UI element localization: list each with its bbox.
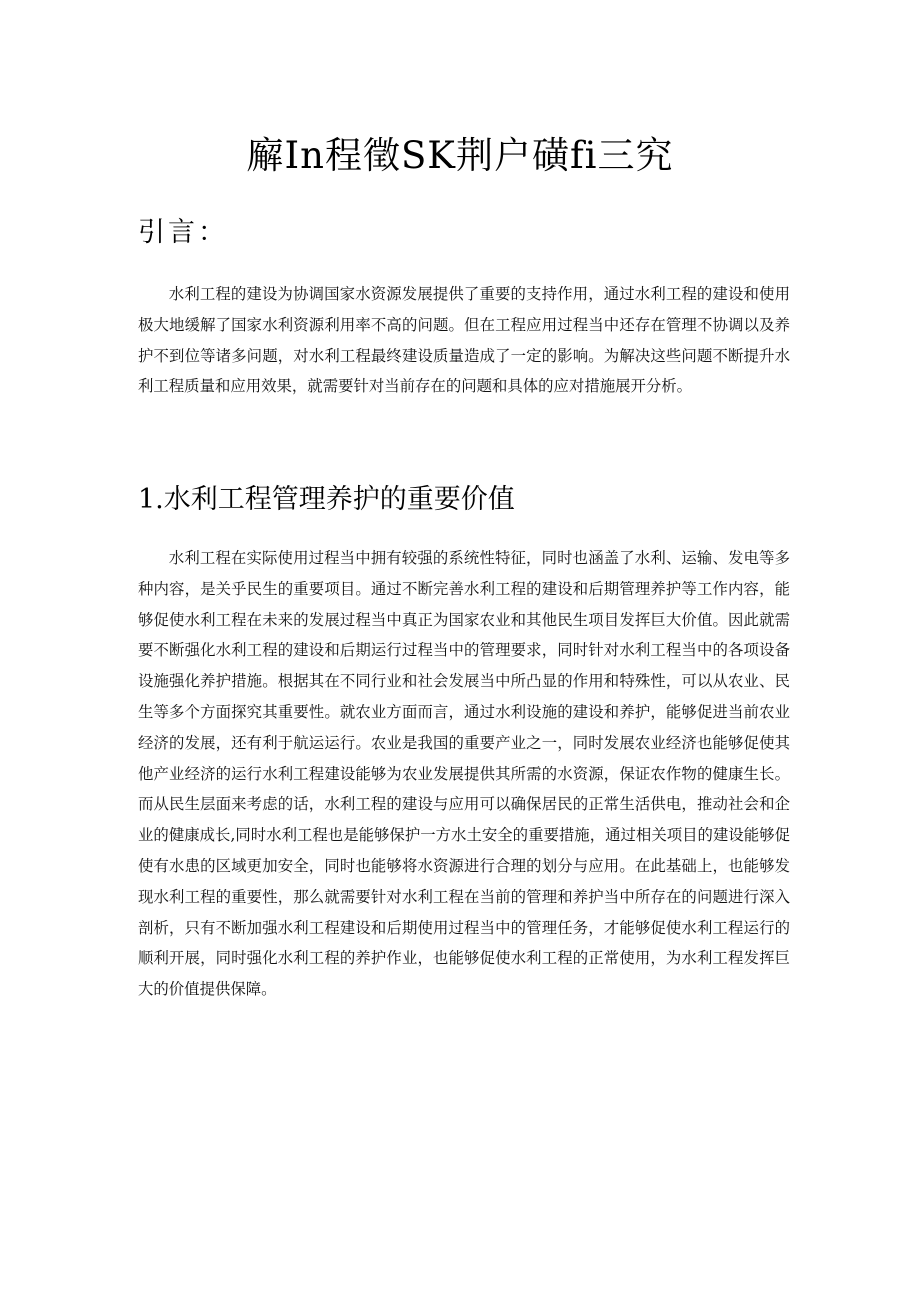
section-1-heading: 1.水利工程管理养护的重要价值 [138,484,515,515]
intro-paragraph: 水利工程的建设为协调国家水资源发展提供了重要的支持作用，通过水利工程的建设和使用极大地缓解了国家水利资源利用率不高的问题。但在工程应用过程当中还存在管理不协调以及养护不到位等诸多问题，对水利工程最终建设质量造成了一定的影响。为解决这些问题不断提升水利工程质量和应用效果，就需要针对当前存在的问题和具体的应对措施展开分析。 [138,285,790,396]
section-1-paragraph: 水利工程在实际使用过程当中拥有较强的系统性特征，同时也涵盖了水利、运输、发电等多种内容，是关乎民生的重要项目。通过不断完善水利工程的建设和后期管理养护等工作内容，能够促使水利工程在未来的发展过程当中真正为国家农业和其他民生项目发挥巨大价值。因此就需要不断强化水利工程的建设和后期运行过程当中的管理要求，同时针对水利工程当中的各项设备设施强化养护措施。根据其在不同行业和社会发展当中所凸显的作用和特殊性，可以从农业、民生等多个方面探究其重要性。就农业方面而言，通过水利设施的建设和养护，能够促进当前农业经济的发展，还有利于航运运行。农业是我国的重要产业之一，同时发展农业经济也能够促使其他产业经济的运行水利工程建设能够为农业发展提供其所需的水资源，保证农作物的健康生长。而从民生层面来考虑的话，水利工程的建设与应用可以确保居民的正常生活供电，推动社会和企业的健康成长,同时水利工程也是能够保护一方水土安全的重要措施，通过相关项目的建设能够促使有水患的区域更加安全，同时也能够将水资源进行合理的划分与应用。在此基础上，也能够发现水利工程的重要性，那么就需要针对水利工程在当前的管理和养护当中所存在的问题进行深入剖析，只有不断加强水利工程建设和后期使用过程当中的管理任务，才能够促使水利工程运行的顺利开展，同时强化水利工程的养护作业，也能够促使水利工程的正常使用，为水利工程发挥巨大的价值提供保障。 [138,549,790,999]
document-title: 廨In程徵SK荆户磺fi三究 [246,134,674,177]
intro-heading: 引言： [138,217,228,248]
